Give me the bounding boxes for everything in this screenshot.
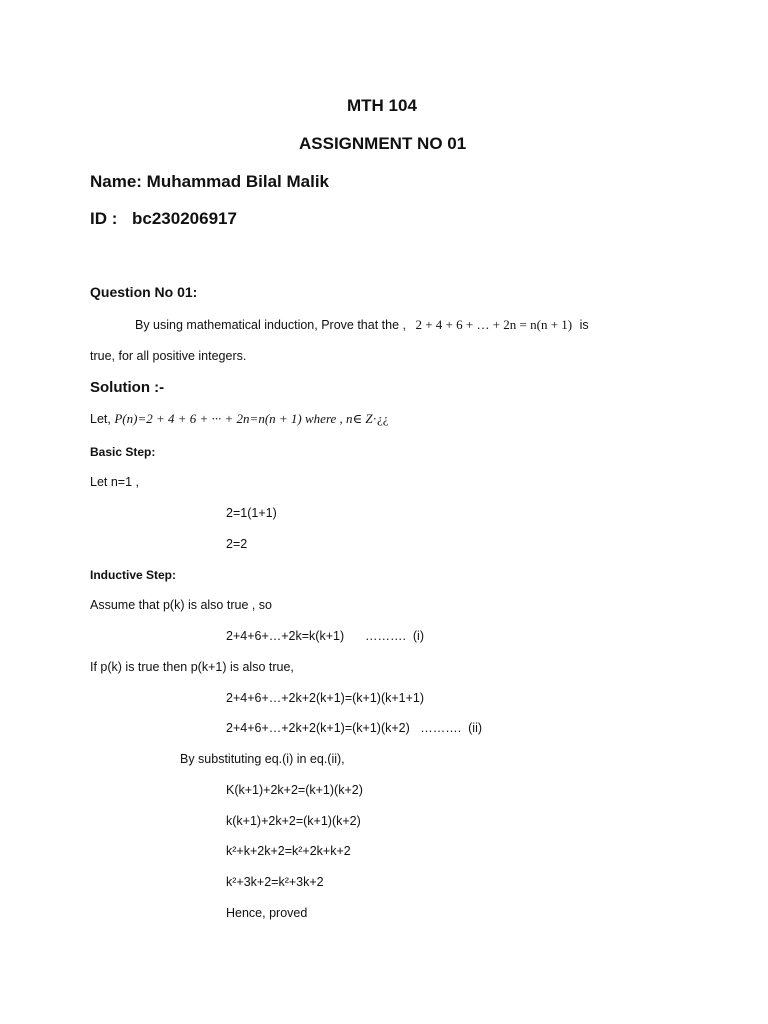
course-title: MTH 104 bbox=[347, 96, 417, 115]
question-formula: 2 + 4 + 6 + … + 2n = n(n + 1) bbox=[415, 317, 573, 332]
let-formula-mark: ·¿¿ bbox=[372, 411, 389, 426]
equation-i: 2+4+6+…+2k=k(k+1) ………. (i) bbox=[226, 629, 424, 643]
basic-step-line-1: 2=1(1+1) bbox=[226, 506, 277, 520]
student-id-label: ID : bbox=[90, 209, 118, 228]
proof-step-3: k²+k+2k+2=k²+2k+k+2 bbox=[226, 844, 351, 858]
equation-ii-a: 2+4+6+…+2k+2(k+1)=(k+1)(k+1+1) bbox=[226, 691, 425, 705]
solution-heading: Solution :- bbox=[90, 379, 165, 396]
substituting-line: By substituting eq.(i) in eq.(ii), bbox=[180, 752, 345, 766]
question-text-before: By using mathematical induction, Prove that the , bbox=[135, 318, 406, 332]
question-text-after: is bbox=[579, 318, 589, 332]
student-name: Name: Muhammad Bilal Malik bbox=[90, 172, 330, 191]
inductive-step-heading: Inductive Step: bbox=[90, 568, 177, 582]
question-heading: Question No 01: bbox=[90, 284, 198, 300]
basic-step-heading: Basic Step: bbox=[90, 445, 156, 459]
if-line: If p(k) is true then p(k+1) is also true, bbox=[90, 660, 294, 674]
let-statement bbox=[90, 411, 389, 427]
basic-step-intro: Let n=1 , bbox=[90, 475, 139, 489]
basic-step-line-2: 2=2 bbox=[226, 537, 248, 551]
proof-step-4: k²+3k+2=k²+3k+2 bbox=[226, 875, 324, 889]
question-text bbox=[135, 317, 589, 333]
question-text-line2: true, for all positive integers. bbox=[90, 349, 247, 363]
student-id-value: bc230206917 bbox=[132, 209, 237, 228]
assignment-title: ASSIGNMENT NO 01 bbox=[299, 134, 467, 153]
proof-conclusion: Hence, proved bbox=[226, 906, 308, 920]
equation-ii: 2+4+6+…+2k+2(k+1)=(k+1)(k+2) ………. (ii) bbox=[226, 721, 483, 735]
let-formula: P(n)=2 + 4 + 6 + ··· + 2n=n(n + 1) where , n∈ Z bbox=[114, 411, 373, 426]
assume-line: Assume that p(k) is also true , so bbox=[90, 598, 273, 612]
proof-step-2: k(k+1)+2k+2=(k+1)(k+2) bbox=[226, 814, 361, 828]
let-label: Let, bbox=[90, 412, 111, 426]
proof-step-1: K(k+1)+2k+2=(k+1)(k+2) bbox=[226, 783, 363, 797]
